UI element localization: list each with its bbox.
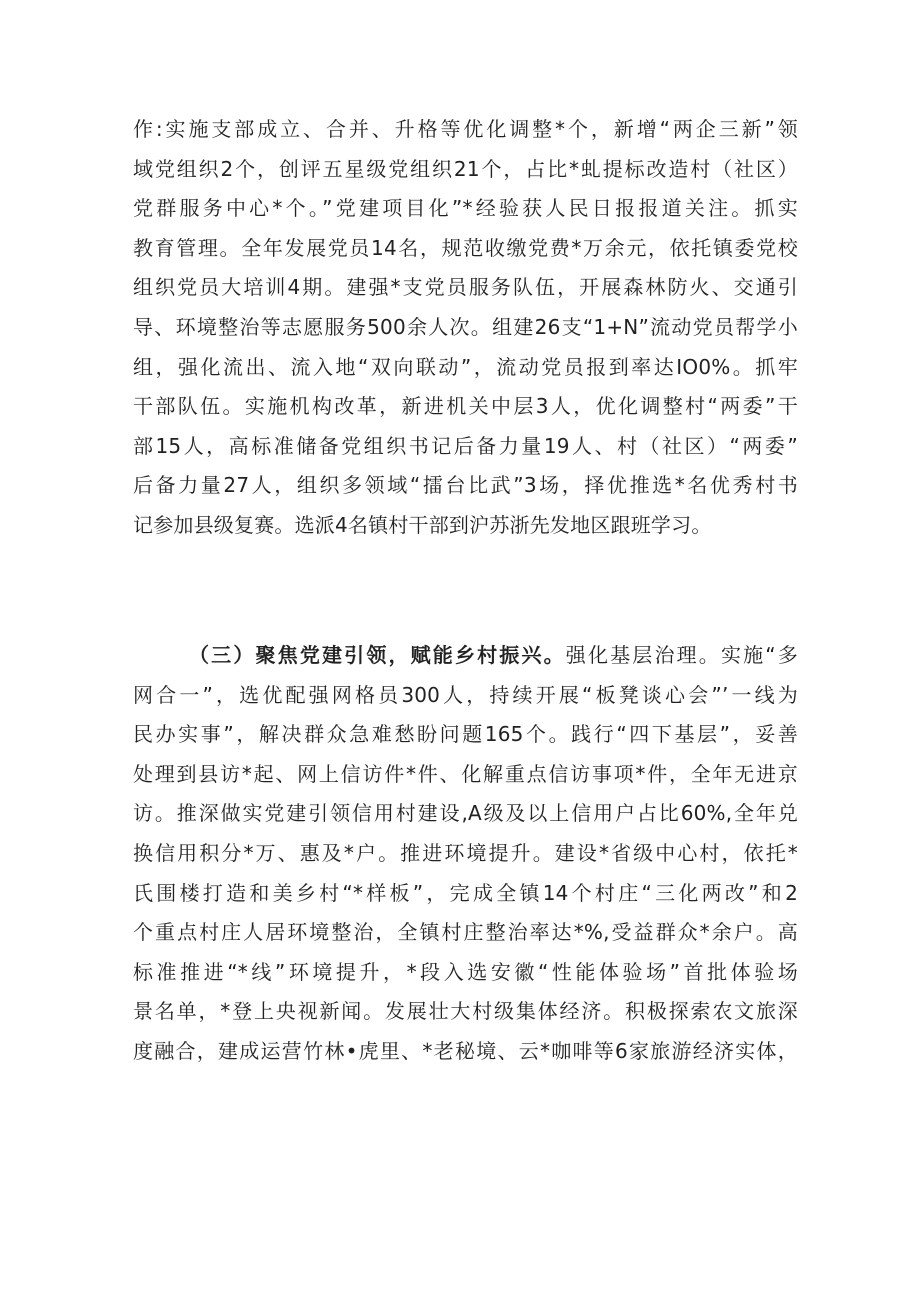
text-line: 教育管理。全年发展党员14名，规范收缴党费*万余元，依托镇委党校 [133,235,798,260]
text-line: 换信用积分*万、惠及*户。推进环境提升。建设*省级中心村，依托* [133,840,798,865]
section-heading: （三）聚焦党建引领，赋能乡村振兴。 [189,643,566,667]
text-line: 干部队伍。实施机构改革，新进机关中层3人，优化调整村“两委”干 [133,394,798,419]
text-run: 强化基层治理。实施“多 [565,643,798,667]
paragraph-rural-revitalization [133,636,798,1072]
text-line: 组，强化流出、流入地“双向联动”，流动党员报到率达IO0%。抓牢 [133,354,798,379]
text-line: 氏围楼打造和美乡村“*样板”，完成全镇14个村庄“三化两改”和2 [133,880,798,905]
text-line: 域党组织2个，创评五星级党组织21个，占比*虬提标改造村（社区） [133,156,798,181]
text-line: 景名单，*登上央视新闻。发展壮大村级集体经济。积极探索农文旅深 [133,999,798,1024]
text-line: 作:实施支部成立、合并、升格等优化调整*个，新增“两企三新”领 [133,117,798,141]
text-line: 标准推进“*线”环境提升，*段入选安徽“性能体验场”首批体验场 [133,959,798,984]
text-line: 记参加县级复赛。选派4名镇村干部到沪苏浙先发地区跟班学习。 [133,512,712,537]
paragraph-party-building [133,110,798,546]
text-line: 民办实事”，解决群众急难愁盼问题165个。践行“四下基层”，妥善 [133,722,798,747]
text-line: 党群服务中心*个。”党建项目化”*经验获人民日报报道关注。抓实 [133,196,798,221]
text-line: 个重点村庄人居环境整治，全镇村庄整治率达*%,受益群众*余户。高 [133,920,798,945]
text-line: 部15人，高标准储备党组织书记后备力量19人、村（社区）“两委” [133,433,798,458]
text-line: 网合一”，选优配强网格员300人，持续开展“板凳谈心会”’一线为 [133,682,798,707]
text-line: 度融合，建成运营竹林•虎里、*老秘境、云*咖啡等6家旅游经济实体， [133,1038,798,1063]
text-line: 导、环境整治等志愿服务500余人次。组建26支“1+N”流动党员帮学小 [133,314,798,339]
section-first-line [133,636,798,676]
text-line: 访。推深做实党建引领信用村建设,A级及以上信用户占比60%,全年兑 [133,801,798,826]
text-line: 后备力量27人，组织多领域“擂台比武”3场，择优推选*名优秀村书 [133,473,798,498]
text-line: 处理到县访*起、网上信访件*件、化解重点信访事项*件，全年无进京 [133,761,798,786]
text-line: 组织党员大培训4期。建强*支党员服务队伍，开展森林防火、交通引 [133,275,798,300]
